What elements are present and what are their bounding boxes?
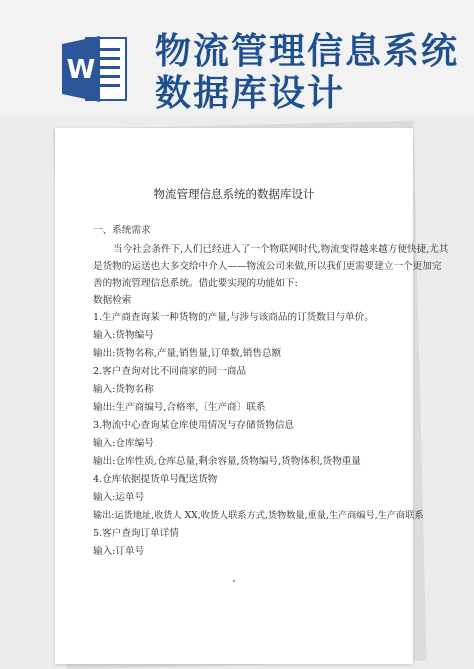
paragraph-line: 是货物的运送也大多交给中介人——物流公司来做,所以我们更需要建立一个更加完 bbox=[93, 261, 442, 272]
page-mark bbox=[233, 580, 235, 582]
banner-title-line2: 数据库设计 bbox=[155, 73, 346, 114]
item-input: 输入:运单号 bbox=[93, 492, 145, 503]
banner-title-line1: 物流管理信息系统 bbox=[155, 31, 460, 72]
item-input: 输入:仓库编号 bbox=[93, 438, 154, 449]
item-heading: 2.客户查询对比不同商家的同一商品 bbox=[93, 366, 247, 377]
item-output: 输出:仓库性质,仓库总量,剩余容量,货物编号,货物体积,货物重量 bbox=[93, 456, 361, 467]
item-heading: 5.客户查询订单详情 bbox=[93, 528, 179, 539]
item-heading: 3.物流中心查询某仓库使用情况与存储货物信息 bbox=[93, 420, 295, 431]
item-heading: 4.仓库依据提货单号配送货物 bbox=[93, 474, 218, 485]
item-input: 输入:货物编号 bbox=[93, 330, 154, 341]
item-output: 输出:运货地址,收货人 XX,收货人联系方式,货物数量,重量,生产商编号,生产商联系 bbox=[93, 510, 424, 521]
paragraph-line: 善的物流管理信息系统。借此要实现的功能如下: bbox=[93, 278, 298, 289]
header-banner bbox=[0, 0, 474, 115]
item-input: 输入:货物名称 bbox=[93, 384, 154, 395]
item-output: 输出:货物名称,产量,销售量,订单数,销售总额 bbox=[93, 348, 282, 359]
item-input: 输入:订单号 bbox=[93, 546, 145, 557]
section-heading: 一、系统需求 bbox=[93, 225, 151, 236]
document-title: 物流管理信息系统的数据库设计 bbox=[153, 187, 315, 201]
item-heading: 1.生产商查询某一种货物的产量,与涉与该商品的订货数目与单价。 bbox=[93, 312, 374, 323]
paragraph-line: 当今社会条件下,人们已经进入了一个物联网时代,物流变得越来越方便快捷,尤其 bbox=[113, 244, 449, 255]
word-document-icon bbox=[60, 32, 130, 106]
subheading: 数据检索 bbox=[93, 295, 132, 306]
item-output: 输出:生产商编号,合格率,〔生产商〕联系 bbox=[93, 402, 266, 413]
document-page bbox=[55, 128, 449, 664]
svg-text:W: W bbox=[66, 55, 96, 85]
